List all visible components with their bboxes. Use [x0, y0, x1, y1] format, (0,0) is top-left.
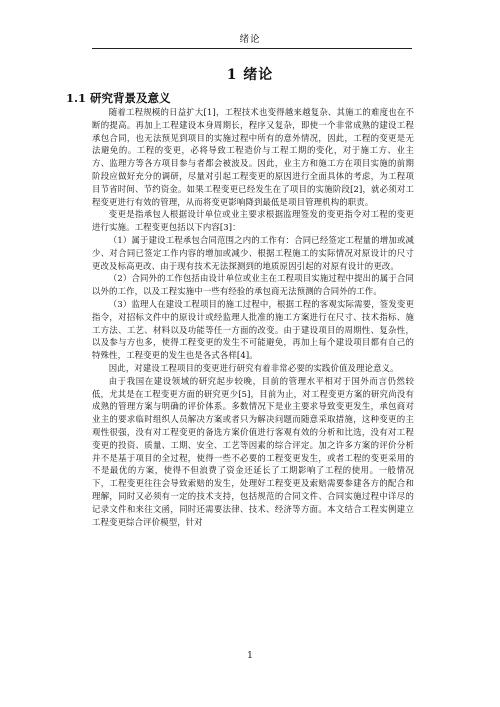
section-heading: 1.1 研究背景及意义 — [66, 91, 171, 105]
chapter-title: 1 绪论 — [226, 67, 274, 83]
paragraph: （1）属于建设工程承包合同范围之内的工作有：合同已经签定工程量的增加或减少、对合同已签定工作内容的增加或减少、根据工程施工的实际情况对原设计的尺寸更改及标高更改、由于现有技术无法探测到的地质原因引起的对原有设计的更改。 — [92, 234, 414, 271]
paragraph: 变更是指承包人根据设计单位或业主要求根据监理签发的变更指令对工程的变更进行实施。工程变更包括以下内容[3]： — [92, 209, 414, 233]
running-header: 绪论 — [239, 34, 261, 45]
header-rule — [92, 48, 412, 49]
paragraph: 由于我国在建设领域的研究起步较晚，目前的管理水平相对于国外而言仍然较低，尤其是在工程变更方面的研究更少[5]，目前为止，对工程变更方案的研究尚没有成熟的管理方案与明确的评价体系。多数情况下是业主要求导致变更发生，承包商对业主的要求临时组织人员解决方案或者只为解决问题而随意采取措施，这种变更的主观性很强，没有对工程变更的备选方案价值进行客观有效的分析和比选，没有对工程变更的投资、质量、工期、安全、工艺等因素的综合评定。加之许多方案的评价分析并不是基于项目的全过程，使得一些不必要的工程变更发生，或者工程的变更采用的不是最优的方案，使得不但浪费了资金还延长了工期影响了工程的使用。一般情况下，工程变更往往会导致索赔的发生，处理好工程变更及索赔需要参建各方的配合和理解，同时又必须有一定的技术支持，包括规范的合同文件、合同实施过程中详尽的记录文件和来往文函，同时还需要法律、技术、经济等方面。本文结合工程实例建立工程变更综合评价模型，针对 — [92, 375, 414, 527]
paragraph: （3）监理人在建设工程项目的施工过程中，根据工程的客观实际需要，签发变更指令，对招标文件中的原设计或经监理人批准的施工方案进行在尺寸、技术指标、施工方法、工艺、材料以及功能等任一方面的改变。由于建设项目的周期性、复杂性，以及参与方也多，使得工程变更的发生不可能避免，再加上每个建设项目都有自己的特殊性，工程变更的发生也是各式各样[4]。 — [92, 298, 414, 361]
paragraph: 因此，对建设工程项目的变更进行研究有着非常必要的实践价值及理论意义。 — [108, 362, 399, 373]
page-number: 1 — [247, 651, 253, 661]
paragraph: 随着工程规模的日益扩大[1]，工程技术也变得越来越复杂、其施工的难度也在不断的提高。再加上工程建设本身周期长，程序又复杂，即使一个非常成熟的建设工程承包合同，也无法预见到项目的实施过程中所有的意外情况，因此，工程的变更是无法避免的。工程的变更，必将导致工程造价与工程工期的变化，对于施工方、业主方、监理方等各方项目参与者都会被波及。因此，业主方和施工方在项目实施的前期阶段应做好充分的调研，尽量对引起工程变更的原因进行全面具体的考虑，为工程项目节省时间、节约资金。如果工程变更已经发生在了项目的实施阶段[2]，就必须对工程变更进行有效的管理，从而将变更影响降到最低是项目管理机构的职责。 — [92, 107, 414, 207]
body-text — [92, 106, 414, 528]
paragraph: （2）合同外的工作包括由设计单位或业主在工程项目实施过程中提出的属于合同以外的工作，以及工程实施中一些有经验的承包商无法预测的合同外的工作。 — [92, 273, 414, 297]
